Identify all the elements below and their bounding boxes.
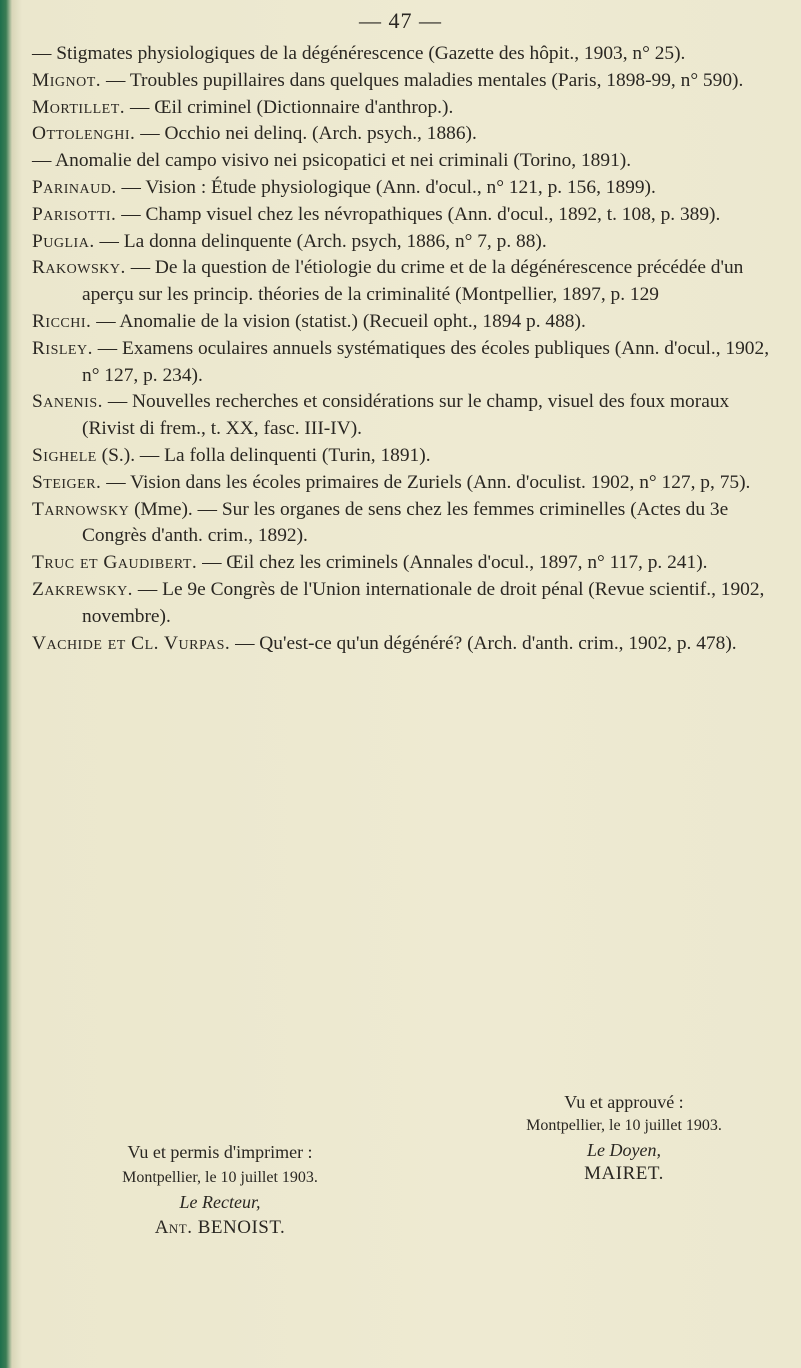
entry-author: Risley. — [32, 337, 93, 359]
entry-text: — Vision dans les écoles primaires de Zuriels (Ann. d'oculist. 1902, n° 127, p, 75). — [101, 471, 751, 493]
entry-text: (Mme). — Sur les organes de sens chez les femmes criminelles (Actes du 3e Congrès d'anth. crim., 1892). — [82, 498, 729, 547]
permission-block — [60, 1140, 380, 1240]
bibliography-entry — [32, 550, 772, 577]
entry-author: Parisotti. — [32, 203, 117, 225]
entry-text: — De la question de l'étiologie du crime et de la dégénérescence précédée d'un aperçu sur les princip. théories de la criminalité (Montpellier, 1897, p. 129 — [82, 257, 744, 306]
bibliography-entry — [32, 336, 772, 390]
bibliography-entry — [32, 255, 772, 309]
entry-author: Zakrewsky. — [32, 578, 134, 600]
bibliography-entry — [32, 443, 772, 470]
entry-text: — La donna delinquente (Arch. psych, 1886, n° 7, p. 88). — [94, 230, 547, 252]
entry-text: (S.). — La folla delinquenti (Turin, 1891). — [96, 444, 431, 466]
bibliography-entry — [32, 175, 772, 202]
bibliography-entry — [32, 470, 772, 497]
bibliography-entry — [32, 68, 772, 95]
permission-name-prefix: Ant. — [154, 1217, 193, 1238]
bibliography-entry — [32, 95, 772, 122]
bibliography-entry — [32, 202, 772, 229]
approval-date: Montpellier, le 10 juillet 1903. — [526, 1117, 722, 1134]
entry-text: — Troubles pupillaires dans quelques maladies mentales (Paris, 1898-99, n° 590). — [101, 69, 744, 91]
entry-text: — Œil chez les criminels (Annales d'ocul., 1897, n° 117, p. 241). — [197, 552, 708, 574]
entry-author: Vachide et Cl. Vurpas. — [32, 632, 231, 654]
entry-text: — Anomalie de la vision (statist.) (Recueil opht., 1894 p. 488). — [91, 310, 586, 332]
approval-line: Vu et approuvé : — [564, 1092, 684, 1112]
approval-block — [474, 1090, 774, 1186]
entry-author: Truc et Gaudibert. — [32, 552, 198, 574]
permission-title: Le Recteur, — [179, 1192, 261, 1212]
bibliography-entry — [32, 497, 772, 551]
entry-text: — Champ visuel chez les névropathiques (Ann. d'ocul., 1892, t. 108, p. 389). — [116, 203, 721, 225]
bibliography-entry — [32, 229, 772, 256]
bibliography-list — [32, 41, 772, 657]
entry-author: Ricchi. — [32, 310, 92, 332]
entry-text: — Œil criminel (Dictionnaire d'anthrop.). — [125, 96, 454, 118]
approval-name: MAIRET. — [584, 1163, 664, 1184]
bibliography-entry — [32, 41, 772, 68]
entry-text: — Stigmates physiologiques de la dégénérescence (Gazette des hôpit., 1903, n° 25). — [32, 43, 686, 64]
entry-author: Sanenis. — [32, 391, 103, 413]
entry-author: Puglia. — [32, 230, 95, 252]
entry-author: Mignot. — [32, 69, 102, 91]
bibliography-entry — [32, 577, 772, 631]
entry-text: — Le 9e Congrès de l'Union internationale de droit pénal (Revue scientif., 1902, novembre). — [82, 578, 765, 627]
permission-name: BENOIST. — [197, 1217, 286, 1238]
entry-text: — Examens oculaires annuels systématiques des écoles publiques (Ann. d'ocul., 1902, n° 127, p. 234). — [82, 337, 770, 386]
entry-author: Tarnowsky — [32, 498, 130, 520]
permission-line: Vu et permis d'imprimer : — [127, 1142, 313, 1162]
entry-author: Ottolenghi. — [32, 123, 136, 145]
entry-author: Sighele — [32, 444, 97, 466]
bibliography-entry — [32, 148, 772, 175]
permission-signature — [60, 1215, 380, 1240]
bibliography-entry — [32, 309, 772, 336]
bibliography-entry — [32, 121, 772, 148]
entry-text: — Anomalie del campo visivo nei psicopatici et nei criminali (Torino, 1891). — [32, 150, 632, 172]
bibliography-entry — [32, 631, 772, 658]
entry-author: Mortillet. — [32, 96, 126, 118]
entry-author: Rakowsky. — [32, 257, 126, 279]
entry-text: — Qu'est-ce qu'un dégénéré? (Arch. d'anth. crim., 1902, p. 478). — [230, 632, 737, 654]
entry-text: — Nouvelles recherches et considérations sur le champ, visuel des foux moraux (Rivist di frem., t. XX, fasc. III-IV). — [82, 391, 730, 440]
entry-author: Parinaud. — [32, 176, 117, 198]
bibliography-entry — [32, 389, 772, 443]
entry-author: Steiger. — [32, 471, 102, 493]
entry-text: — Occhio nei delinq. (Arch. psych., 1886). — [135, 123, 477, 145]
approval-title: Le Doyen, — [587, 1140, 661, 1160]
permission-date: Montpellier, le 10 juillet 1903. — [122, 1169, 318, 1186]
page-number: — 47 — — [359, 8, 442, 33]
entry-text: — Vision : Étude physiologique (Ann. d'ocul., n° 121, p. 156, 1899). — [116, 176, 656, 198]
